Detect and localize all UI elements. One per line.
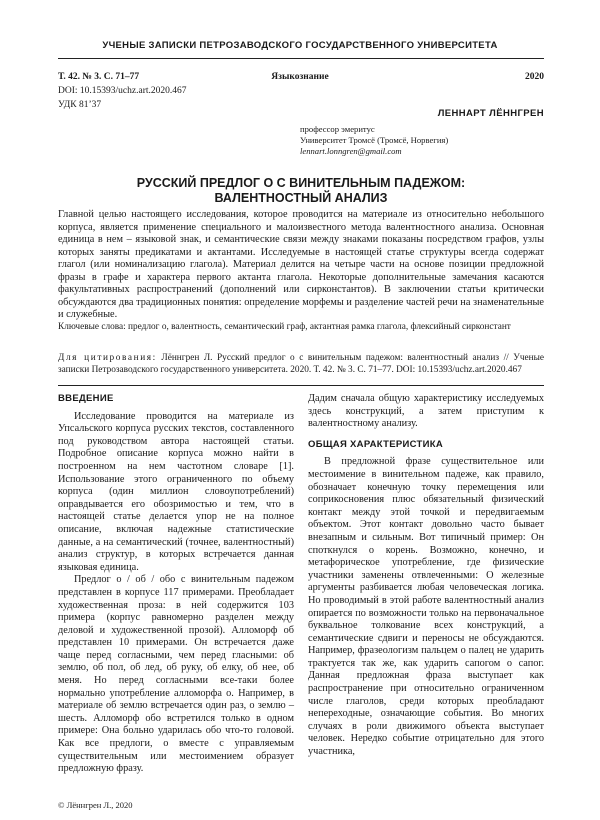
author-position: профессор эмеритус bbox=[300, 124, 375, 134]
general-paragraph: В предложной фразе существительное или местоимение в винительном падеже, как правило, обозначает конечную точку перемещения или соприкосновения плюс обязательный физический контакт между этой точкой и передвигаемым объектом. Этот контакт довольно часто бывает внезапным и сильным. Вот типичный пример: Он споткнулся о корень. Возможно, конечно, и метафорическое употребление, где физические участники заменены отвлеченными: О железные аргументы разбивается любая человеческая логика. Но проводимый в этой работе валентностный анализ опирается по возможности только на первоначальное буквальное толкование всех конструкций, а семантические сдвиги и переносы не обсуждаются. Например, фразеологизм пальцем о палец не ударить трактуется так же, как ударить сапогом о сапог. Данная предложная фраза выступает как распространение при относительно ограниченном числе глаголов, среди которых преобладают непереходные, означающие события. Во многих случаях в роли движимого объекта выступает человек. Нередко событие отрицательно для этого участника, bbox=[308, 456, 544, 758]
section-heading-general: ОБЩАЯ ХАРАКТЕРИСТИКА bbox=[308, 438, 444, 450]
section-name: Языкознание bbox=[271, 72, 329, 82]
citation-label: Для цитирования: bbox=[58, 353, 157, 363]
author-affiliation: Университет Тромсё (Тромсё, Норвегия) bbox=[300, 135, 449, 145]
intro-paragraph-1: Исследование проводится на материале из Упсальского корпуса русских текстов, составленного под руководством автора настоящей статьи. Подробное описание корпуса можно найти в построенном на нем частотном словаре [1]. Использование этого ограниченного по объему корпуса (один миллион словоупотреблений) оправдывается его обозримостью и тем, что в настоящей статье делается упор не на полное описание, включая надежные статистические данные, а на семантический (точнее, валентностный) анализ структур, в которых встречается данная языковая единица. bbox=[58, 410, 294, 573]
copyright: © Лённгрен Л., 2020 bbox=[58, 800, 133, 810]
title-line-2: ВАЛЕНТНОСТНЫЙ АНАЛИЗ bbox=[214, 191, 388, 205]
citation-text: Лённгрен Л. Русский предлог о с винительным падежом: валентностный анализ // Ученые записки Петрозаводского государственного университета. 2020. Т. 42. № 3. С. 71–77. DOI: 10.15393/uchz.art.2020.467 bbox=[58, 353, 544, 375]
volume-info: Т. 42. № 3. С. 71–77 bbox=[58, 72, 140, 82]
author-name: ЛЕННАРТ ЛЁННГРЕН bbox=[437, 108, 544, 119]
section-rule bbox=[58, 385, 544, 386]
intro-paragraph-2: Предлог о / об / обо с винительным падежом представлен в корпусе 117 примерами. Преобладает художественная проза: в ней содержится 103 примера (корпус равномерно разделен между деловой и художественной прозой). Алломорф об представлен 10 примерами. Он встречается даже чаще перед согласными, чем перед гласными: об землю, об пол, об лед, об руку, об елку, об нее, об меня. Но перед согласными все-таки более нормально употребление алломорфа о. Например, в материале об землю встречается один раз, о землю – шесть. Алломорф обо встретился только в одном примере: Она больно ударилась обо что-то головой. Как все предлоги, о вместе с управляемым существительным или местоимением образует предложную фразу. bbox=[58, 574, 294, 775]
udc: УДК 81’37 bbox=[58, 100, 102, 110]
keywords: Ключевые слова: предлог о, валентность, семантический граф, актантная рамка глагола, флексийный сирконстант bbox=[58, 322, 511, 332]
left-column bbox=[58, 393, 294, 776]
intro-continuation: Дадим сначала общую характеристику исследуемых здесь конструкций, а затем приступим к валентностному анализу. bbox=[308, 393, 544, 430]
journal-name: УЧЕНЫЕ ЗАПИСКИ ПЕТРОЗАВОДСКОГО ГОСУДАРСТВЕННОГО УНИВЕРСИТЕТА bbox=[102, 40, 498, 51]
right-column bbox=[308, 393, 544, 759]
header-rule bbox=[58, 58, 544, 59]
doi: DOI: 10.15393/uchz.art.2020.467 bbox=[58, 86, 187, 96]
section-heading-introduction: ВВЕДЕНИЕ bbox=[58, 393, 114, 404]
year: 2020 bbox=[525, 72, 544, 82]
abstract: Главной целью настоящего исследования, которое проводится на материале из относительно небольшого корпуса, является применение специального и малоизвестного метода валентностного анализа. Основная единица в нем – языковой знак, и семантические связи между знаками показаны посредством графов, узлы которых заняты предикатами и актантами. Исследуемые в настоящей статье структуры всегда содержат глагол (или номинализацию глагола). Материал делится на четыре части на основе позиции предложной фразы в графе и характера первого актанта глагола. Некоторые дополнительные замечания касаются факультативных распространений (дополнений или сирконстантов). В заключении статьи критически обсуждаются два традиционных понятия: определение морфемы и разделение частей речи на знаменательные и служебные. bbox=[58, 209, 544, 320]
citation bbox=[58, 353, 544, 376]
title-line-1: РУССКИЙ ПРЕДЛОГ О С ВИНИТЕЛЬНЫМ ПАДЕЖОМ: bbox=[136, 176, 466, 190]
author-affiliation-block bbox=[300, 124, 448, 157]
article-title bbox=[58, 176, 544, 206]
author-email: lennart.lonngren@gmail.com bbox=[300, 146, 402, 156]
